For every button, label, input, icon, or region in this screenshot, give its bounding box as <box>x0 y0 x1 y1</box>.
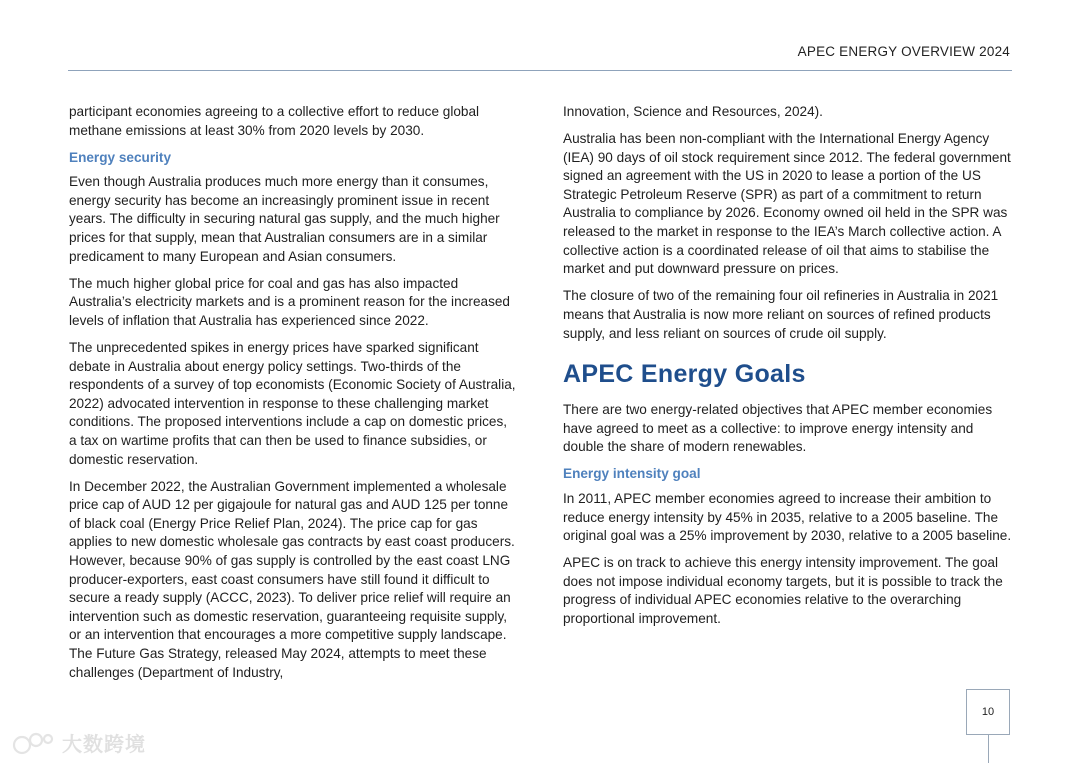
paragraph: The closure of two of the remaining four oil refineries in Australia in 2021 means that Australia is now more reliant on sources of refined products supply, and less reliant on sources of crude oil supply. <box>563 288 999 341</box>
paragraph: Innovation, Science and Resources, 2024). <box>563 104 823 119</box>
paragraph: The unprecedented spikes in energy prices have sparked significant debate in Australia about energy policy settings. Two-thirds of the respondents of a survey of top economists (Economic Society of Australia, 2022) advocated intervention in response to these challenging market conditions. The proposed interventions include a cap on domestic prices, a tax on wartime profits that can then be used to finance subsidies, or domestic reservation. <box>69 340 516 467</box>
section-title-apec-energy-goals: APEC Energy Goals <box>563 360 806 389</box>
paragraph: APEC is on track to achieve this energy intensity improvement. The goal does not impose individual economy targets, but it is possible to track the progress of individual APEC economies relative to the overarching proportional improvement. <box>563 555 1003 627</box>
paragraph: In December 2022, the Australian Government implemented a wholesale price cap of AUD 12 per gigajoule for natural gas and AUD 125 per tonne of black coal (Energy Price Relief Plan, 2024). The price cap for gas applies to new domestic wholesale gas contracts by east coast producers. However, because 90% of gas supply is controlled by the east coast LNG producer-exporters, east coast consumers have still found it difficult to secure a ready supply (ACCC, 2023). To deliver price relief will require an intervention such as domestic reservation, guaranteeing requisite supply, or an intervention that encourages a more competitive supply landscape. The Future Gas Strategy, released May 2024, attempts to meet these challenges (Department of Industry, <box>69 478 515 680</box>
section-heading-energy-security: Energy security <box>69 149 171 165</box>
paragraph: Australia has been non-compliant with the International Energy Agency (IEA) 90 days of oil stock requirement since 2012. The federal government signed an agreement with the US in 2020 to lease a portion of the US Strategic Petroleum Reserve (SPR) as part of a commitment to return Australia to compliance by 2026. Economy owned oil held in the SPR was released to the market in response to the IEA’s March collective action. A collective action is a coordinated release of oil that aims to stabilise the market and put downward pressure on prices. <box>563 131 1011 277</box>
left-column <box>69 103 517 691</box>
header-divider <box>68 70 1012 71</box>
section-heading-energy-intensity-goal: Energy intensity goal <box>563 466 701 482</box>
paragraph: participant economies agreeing to a collective effort to reduce global methane emissions at least 30% from 2020 levels by 2030. <box>69 104 480 138</box>
paragraph: The much higher global price for coal and gas has also impacted Australia’s electricity markets and is a prominent reason for the increased levels of inflation that Australia has experienced since 2022. <box>69 275 510 328</box>
page-number-connector <box>988 734 989 763</box>
right-column <box>563 103 1013 637</box>
paragraph: In 2011, APEC member economies agreed to increase their ambition to reduce energy intensity by 45% in 2035, relative to a 2005 baseline. The original goal was a 25% improvement by 2030, relative to a 2005 baseline. <box>563 491 1012 544</box>
watermark-logo-icon <box>12 730 58 756</box>
paragraph: There are two energy-related objectives that APEC member economies have agreed to meet as a collective: to improve energy intensity and double the share of modern renewables. <box>563 402 993 455</box>
watermark <box>12 728 146 757</box>
page-number: 10 <box>981 706 995 718</box>
running-header: APEC ENERGY OVERVIEW 2024 <box>797 44 1010 59</box>
watermark-text: 大数跨境 <box>62 732 146 756</box>
page-number-box <box>966 689 1010 735</box>
paragraph: Even though Australia produces much more energy than it consumes, energy security has become an increasingly prominent issue in recent years. The difficulty in securing natural gas supply, and the much higher prices for that supply, mean that Australian consumers are in a similar predicament to many European and Asian consumers. <box>69 174 500 264</box>
